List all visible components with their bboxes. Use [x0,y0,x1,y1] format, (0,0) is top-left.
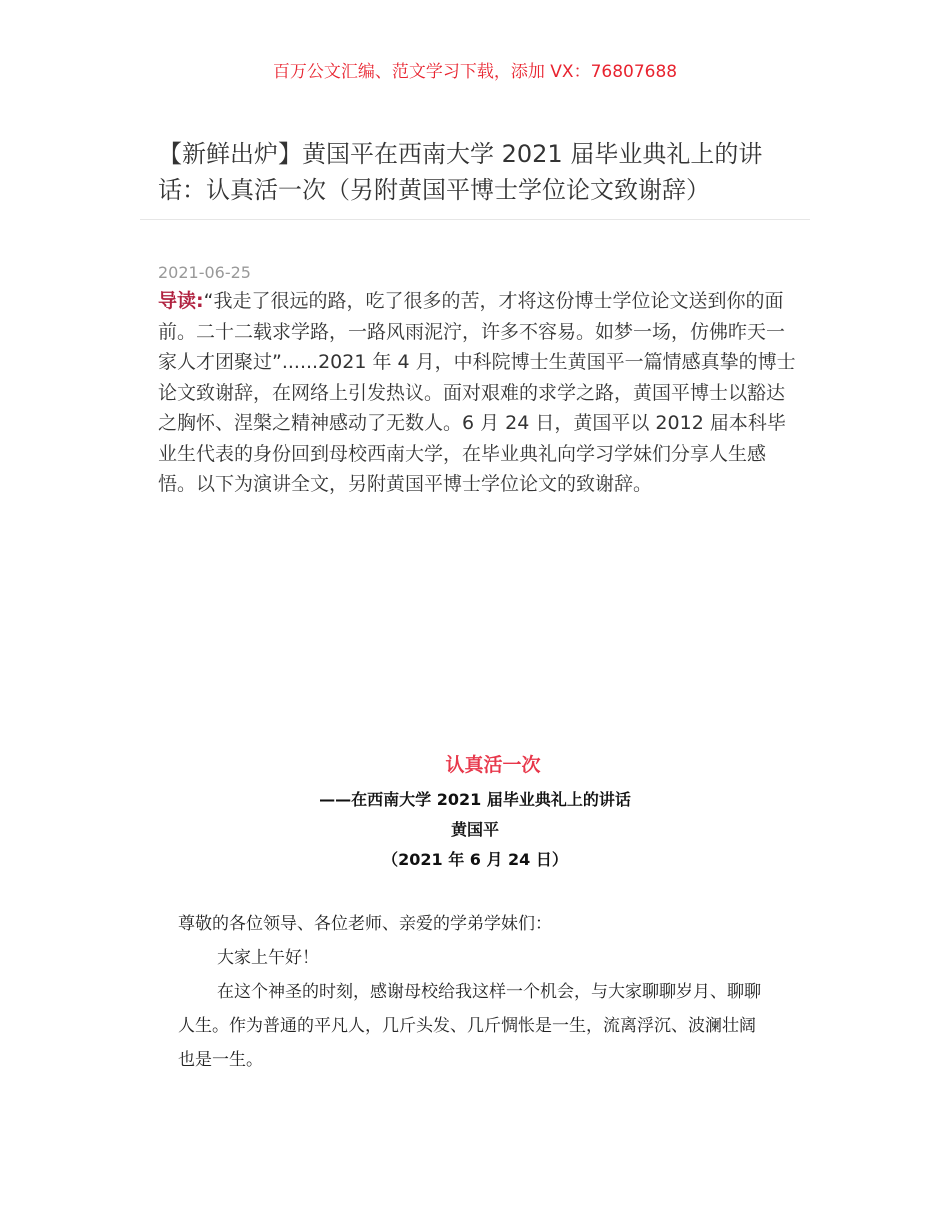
speech-greeting: 尊敬的各位领导、各位老师、亲爱的学弟学妹们： [178,914,552,934]
speech-title: 认真活一次 [445,754,541,776]
title-divider [140,219,810,220]
speech-paragraph: 在这个神圣的时刻，感谢母校给我这样一个机会，与大家聊聊岁月、聊聊人生。作为普通的平凡人，几斤头发、几斤惆怅是一生，流离浮沉、波澜壮阔也是一生。 [178,982,761,1070]
article-intro [158,286,798,500]
speech-hello: 大家上午好！ [217,948,319,968]
publish-date: 2021-06-25 [158,263,251,282]
intro-text: “我走了很远的路，吃了很多的苦，才将这份博士学位论文送到你的面前。二十二载求学路，一路风雨泥泞，许多不容易。如梦一场，仿佛昨天一家人才团聚过”......2021 年 4 月，中科院博士生黄国平一篇情感真挚的博士论文致谢辞，在网络上引发热议。面对艰难的求学之路，黄国平博士以豁达之胸怀、涅槃之精神感动了无数人。6 月 24 日，黄国平以 2012 届本科毕业生代表的身份回到母校西南大学，在毕业典礼向学习学妹们分享人生感悟。以下为演讲全文，另附黄国平博士学位论文的致谢辞。 [158,290,796,495]
intro-label: 导读: [158,290,204,312]
promo-banner: 百万公文汇编、范文学习下载，添加 VX：76807688 [272,62,678,82]
speech-subtitle: ——在西南大学 2021 届毕业典礼上的讲话 [319,790,631,809]
article-title: 【新鲜出炉】黄国平在西南大学 2021 届毕业典礼上的讲话：认真活一次（另附黄国平博士学位论文致谢辞） [158,140,763,204]
speech-date: （2021 年 6 月 24 日） [382,850,568,869]
speech-speaker: 黄国平 [450,820,499,839]
